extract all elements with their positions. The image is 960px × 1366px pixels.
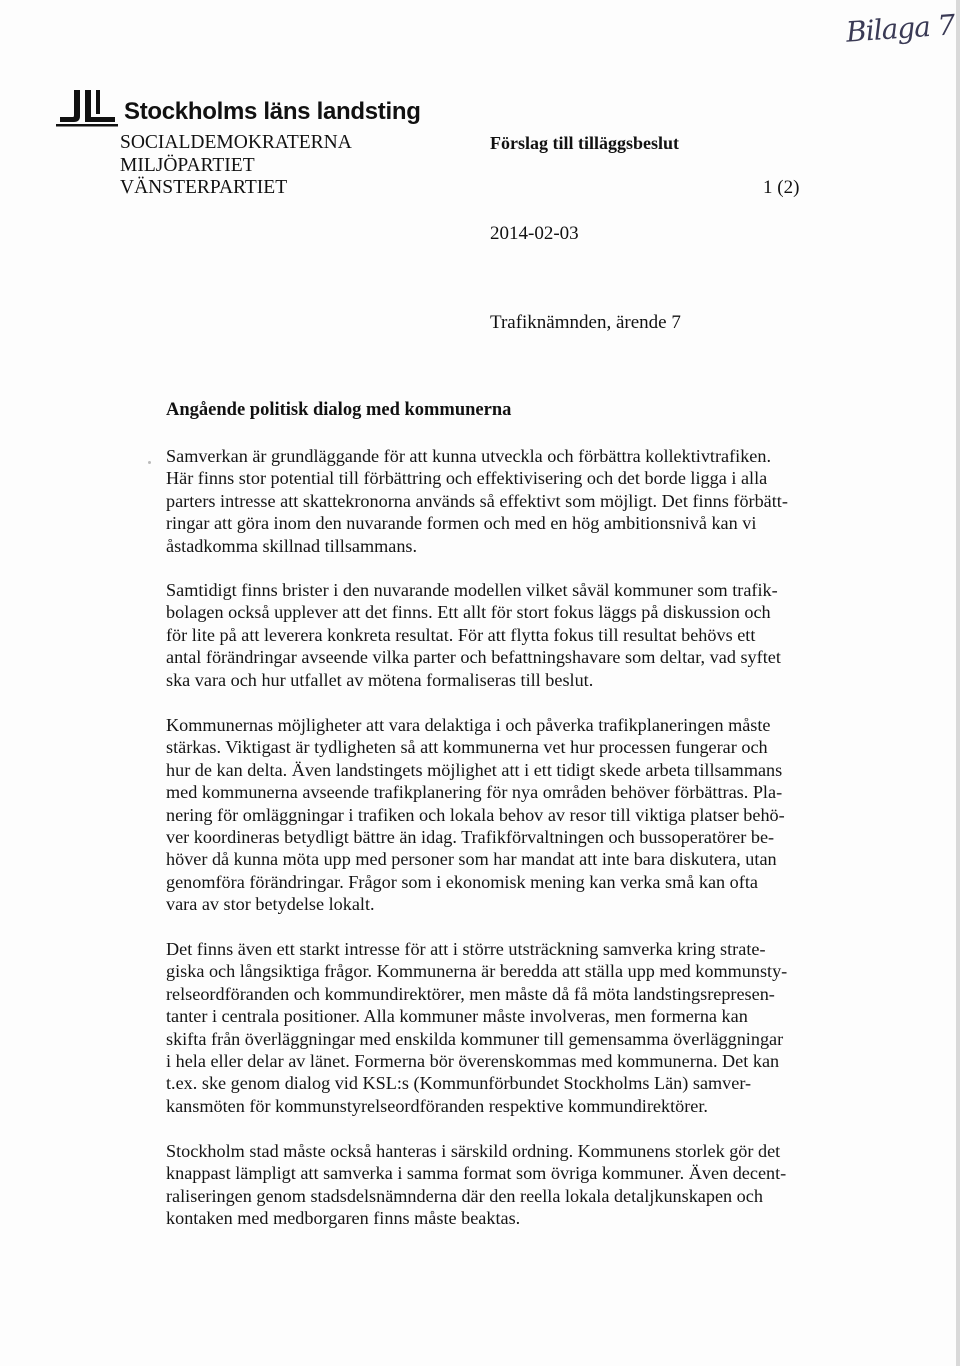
text-line: skifta från överläggningar med enskilda kommuner till gemensamma överläggningar [166, 1028, 784, 1049]
paragraph [166, 714, 826, 916]
text-line: antal förändringar avseende vilka parter och befattningshavare som deltar, vad syftet [166, 647, 781, 668]
committee-reference: Trafiknämnden, ärende 7 [490, 312, 681, 333]
text-line: vara av stor betydelse lokalt. [166, 894, 375, 915]
landsting-logo-icon [56, 88, 118, 128]
text-line: åstadkomma skillnad tillsammans. [166, 535, 418, 556]
text-line: ringar att göra inom den nuvarande formen och med en hög ambitionsnivå kan vi [166, 513, 757, 534]
text-line: bolagen också upplever att det finns. Ett allt för stort fokus läggs på diskussion och [166, 602, 771, 623]
subject-heading: Angående politisk dialog med kommunerna [166, 400, 512, 420]
document-date: 2014-02-03 [490, 223, 579, 244]
document-type: Förslag till tilläggsbeslut [490, 133, 679, 153]
text-line: raliseringen genom stadsdelsnämnderna där den reella lokala detaljkunskapen och [166, 1185, 763, 1206]
text-line: Samtidigt finns brister i den nuvarande modellen vilket såväl kommuner som trafik- [166, 580, 778, 600]
text-line: i hela eller delar av länet. Formerna bör överenskommas med kommunerna. Det kan [166, 1051, 780, 1072]
text-line: stärkas. Viktigast är tydligheten så att kommunerna vet hur processen fungerar och [166, 737, 768, 758]
text-line: knappast lämpligt att samverka i samma format som övriga kommuner. Även decent- [166, 1163, 787, 1184]
text-line: nering för omläggningar i trafiken och lokala behov av resor till viktiga platser behö- [166, 804, 785, 825]
paragraph [166, 579, 826, 691]
party-name: MILJÖPARTIET [120, 154, 255, 176]
text-line: höver då kunna möta upp med personer som har mandat att inte bara diskutera, utan [166, 849, 777, 870]
text-line: kontaken med medborgaren finns måste beaktas. [166, 1208, 521, 1229]
text-line: för lite på att leverera konkreta resultat. För att flytta fokus till resultat behövs ett [166, 624, 756, 645]
text-line: t.ex. ske genom dialog vid KSL:s (Kommunförbundet Stockholms Län) samver- [166, 1073, 752, 1094]
page-number: 1 (2) [763, 177, 800, 198]
handwritten-annotation: Bilaga 7 [844, 8, 956, 49]
text-line: genomföra förändringar. Frågor som i ekonomisk mening kan verka små kan ofta [166, 871, 758, 892]
text-line: kansmöten för kommunstyrelseordföranden respektive kommundirektörer. [166, 1095, 708, 1116]
text-line: giska och långsiktiga frågor. Kommunerna är beredda att ställa upp med kommunsty- [166, 961, 788, 982]
text-line: Stockholm stad måste också hanteras i särskild ordning. Kommunens storlek gör det [166, 1141, 781, 1161]
text-line: ska vara och hur utfallet av mötena formaliseras till beslut. [166, 669, 594, 690]
text-line: med kommunerna avseende trafikplanering för nya områden behöver förbättras. Pla- [166, 782, 783, 803]
paragraph [166, 1140, 826, 1230]
paragraph [166, 938, 826, 1117]
party-name: VÄNSTERPARTIET [120, 177, 288, 198]
text-line: parters intresse att skattekronorna används så effektivt som möjligt. Det finns förbätt- [166, 490, 788, 511]
text-line: Här finns stor potential till förbättring och effektivisering och det borde ligga i alla [166, 468, 768, 489]
paragraph [166, 445, 826, 557]
party-list [120, 132, 352, 200]
text-line: ver koordineras betydligt bättre än idag. Trafikförvaltningen och bussoperatörer be- [166, 827, 775, 848]
text-line: relseordföranden och kommundirektörer, men måste då få möta landstingsrepresen- [166, 983, 775, 1004]
scan-speck [148, 461, 151, 464]
party-name: SOCIALDEMOKRATERNA [120, 132, 352, 153]
scan-edge [956, 0, 960, 1366]
text-line: hur de kan delta. Även landstingets möjlighet att i ett tidigt skede arbeta tillsammans [166, 759, 783, 780]
text-line: Det finns även ett starkt intresse för att i större utsträckning samverka kring strate- [166, 939, 766, 959]
text-line: Kommunernas möjligheter att vara delaktiga i och påverka trafikplaneringen måste [166, 715, 771, 735]
text-line: Samverkan är grundläggande för att kunna utveckla och förbättra kollektivtrafiken. [166, 446, 772, 466]
text-line: tanter i centrala positioner. Alla kommuner måste involveras, men formerna kan [166, 1006, 748, 1027]
organization-name: Stockholms läns landsting [124, 98, 421, 125]
